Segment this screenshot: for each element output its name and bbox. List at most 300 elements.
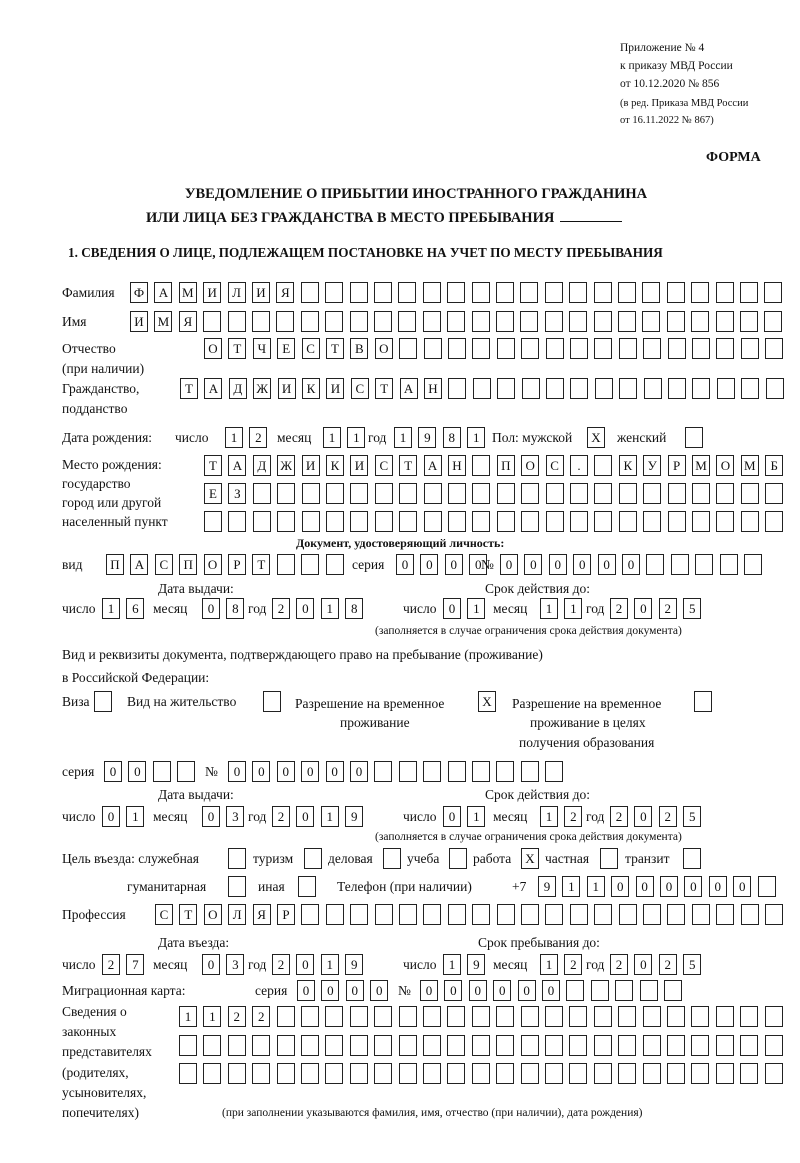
char-cell[interactable]	[741, 378, 759, 399]
stay-month-cells[interactable]	[540, 954, 589, 976]
char-cell[interactable]	[716, 1063, 734, 1084]
birth-month-cells[interactable]	[323, 427, 372, 449]
char-cell[interactable]: 1	[540, 806, 558, 827]
char-cell[interactable]: Л	[228, 282, 246, 303]
char-cell[interactable]	[594, 282, 612, 303]
char-cell[interactable]: 0	[500, 554, 518, 575]
char-cell[interactable]	[618, 1006, 636, 1027]
char-cell[interactable]: 0	[443, 598, 461, 619]
char-cell[interactable]: А	[130, 554, 148, 575]
char-cell[interactable]	[398, 311, 416, 332]
char-cell[interactable]: 0	[622, 554, 640, 575]
char-cell[interactable]	[570, 483, 588, 504]
char-cell[interactable]: И	[203, 282, 221, 303]
char-cell[interactable]	[668, 378, 686, 399]
char-cell[interactable]	[545, 904, 563, 925]
char-cell[interactable]	[228, 311, 246, 332]
char-cell[interactable]	[277, 554, 295, 575]
char-cell[interactable]: 0	[296, 598, 314, 619]
char-cell[interactable]: Т	[252, 554, 270, 575]
char-cell[interactable]	[374, 761, 392, 782]
char-cell[interactable]	[570, 338, 588, 359]
char-cell[interactable]	[424, 483, 442, 504]
id-series-cells[interactable]	[396, 554, 494, 576]
char-cell[interactable]	[350, 311, 368, 332]
char-cell[interactable]: 0	[634, 806, 652, 827]
char-cell[interactable]	[325, 1006, 343, 1027]
char-cell[interactable]: 5	[683, 806, 701, 827]
char-cell[interactable]: Б	[765, 455, 783, 476]
residence-issue-month-cells[interactable]	[202, 806, 251, 828]
char-cell[interactable]	[448, 338, 466, 359]
char-cell[interactable]	[668, 483, 686, 504]
char-cell[interactable]	[692, 904, 710, 925]
char-cell[interactable]	[179, 1035, 197, 1056]
char-cell[interactable]	[594, 904, 612, 925]
char-cell[interactable]: 1	[443, 954, 461, 975]
char-cell[interactable]	[276, 311, 294, 332]
char-cell[interactable]	[643, 904, 661, 925]
sex-female-checkbox[interactable]	[685, 427, 709, 449]
char-cell[interactable]	[423, 282, 441, 303]
char-cell[interactable]	[383, 848, 401, 869]
char-cell[interactable]: 0	[104, 761, 122, 782]
purpose-humanitarian-checkbox[interactable]	[228, 876, 252, 898]
char-cell[interactable]: 0	[469, 980, 487, 1001]
temp-permit-checkbox[interactable]	[478, 691, 502, 713]
char-cell[interactable]	[472, 761, 490, 782]
char-cell[interactable]	[423, 904, 441, 925]
char-cell[interactable]: 1	[126, 806, 144, 827]
char-cell[interactable]	[546, 378, 564, 399]
char-cell[interactable]	[594, 1063, 612, 1084]
char-cell[interactable]	[741, 511, 759, 532]
char-cell[interactable]	[423, 761, 441, 782]
char-cell[interactable]	[301, 1035, 319, 1056]
char-cell[interactable]	[569, 1063, 587, 1084]
char-cell[interactable]: С	[546, 455, 564, 476]
char-cell[interactable]: З	[228, 483, 246, 504]
char-cell[interactable]: 1	[587, 876, 605, 897]
char-cell[interactable]	[399, 1035, 417, 1056]
char-cell[interactable]: 0	[128, 761, 146, 782]
char-cell[interactable]	[472, 1035, 490, 1056]
char-cell[interactable]: X	[521, 848, 539, 869]
char-cell[interactable]	[716, 338, 734, 359]
char-cell[interactable]: 0	[493, 980, 511, 1001]
char-cell[interactable]	[570, 511, 588, 532]
char-cell[interactable]	[594, 1035, 612, 1056]
sex-male-checkbox[interactable]	[587, 427, 611, 449]
char-cell[interactable]: 0	[350, 761, 368, 782]
char-cell[interactable]	[496, 1063, 514, 1084]
char-cell[interactable]: 2	[272, 598, 290, 619]
char-cell[interactable]	[350, 1035, 368, 1056]
char-cell[interactable]	[643, 483, 661, 504]
char-cell[interactable]: 0	[611, 876, 629, 897]
char-cell[interactable]	[423, 1063, 441, 1084]
char-cell[interactable]	[423, 311, 441, 332]
char-cell[interactable]: М	[741, 455, 759, 476]
char-cell[interactable]	[741, 338, 759, 359]
char-cell[interactable]: 2	[564, 954, 582, 975]
char-cell[interactable]: Т	[204, 455, 222, 476]
char-cell[interactable]	[374, 1006, 392, 1027]
char-cell[interactable]	[301, 1006, 319, 1027]
char-cell[interactable]	[326, 483, 344, 504]
char-cell[interactable]	[692, 378, 710, 399]
char-cell[interactable]: 2	[252, 1006, 270, 1027]
purpose-work-checkbox[interactable]	[521, 848, 545, 870]
char-cell[interactable]: 0	[443, 806, 461, 827]
char-cell[interactable]: А	[228, 455, 246, 476]
char-cell[interactable]: 0	[636, 876, 654, 897]
entry-month-cells[interactable]	[202, 954, 251, 976]
char-cell[interactable]	[594, 311, 612, 332]
char-cell[interactable]	[643, 338, 661, 359]
char-cell[interactable]	[497, 378, 515, 399]
char-cell[interactable]	[350, 1063, 368, 1084]
char-cell[interactable]: К	[619, 455, 637, 476]
char-cell[interactable]	[644, 378, 662, 399]
char-cell[interactable]	[302, 511, 320, 532]
char-cell[interactable]	[716, 1006, 734, 1027]
char-cell[interactable]	[740, 1006, 758, 1027]
birth-day-cells[interactable]	[225, 427, 274, 449]
char-cell[interactable]	[600, 848, 618, 869]
char-cell[interactable]	[325, 1063, 343, 1084]
char-cell[interactable]: 5	[683, 954, 701, 975]
char-cell[interactable]	[399, 338, 417, 359]
char-cell[interactable]	[545, 282, 563, 303]
char-cell[interactable]	[667, 1035, 685, 1056]
residence-valid-year-cells[interactable]	[610, 806, 708, 828]
char-cell[interactable]	[497, 483, 515, 504]
char-cell[interactable]	[399, 1006, 417, 1027]
char-cell[interactable]	[570, 378, 588, 399]
char-cell[interactable]: 1	[321, 954, 339, 975]
char-cell[interactable]	[740, 1063, 758, 1084]
char-cell[interactable]: М	[154, 311, 172, 332]
char-cell[interactable]	[263, 691, 281, 712]
char-cell[interactable]	[448, 511, 466, 532]
char-cell[interactable]	[618, 1063, 636, 1084]
char-cell[interactable]: Р	[228, 554, 246, 575]
char-cell[interactable]	[692, 338, 710, 359]
char-cell[interactable]	[765, 1035, 783, 1056]
char-cell[interactable]	[594, 483, 612, 504]
char-cell[interactable]: 5	[683, 598, 701, 619]
char-cell[interactable]: .	[570, 455, 588, 476]
char-cell[interactable]	[664, 980, 682, 1001]
char-cell[interactable]	[569, 282, 587, 303]
char-cell[interactable]	[447, 1063, 465, 1084]
char-cell[interactable]	[594, 511, 612, 532]
char-cell[interactable]: Т	[179, 904, 197, 925]
char-cell[interactable]	[496, 1006, 514, 1027]
char-cell[interactable]	[643, 1006, 661, 1027]
char-cell[interactable]: 1	[467, 806, 485, 827]
char-cell[interactable]	[325, 311, 343, 332]
char-cell[interactable]	[374, 311, 392, 332]
char-cell[interactable]	[301, 1063, 319, 1084]
char-cell[interactable]: 0	[326, 761, 344, 782]
char-cell[interactable]: 1	[467, 598, 485, 619]
char-cell[interactable]: Я	[179, 311, 197, 332]
char-cell[interactable]	[399, 511, 417, 532]
char-cell[interactable]: И	[326, 378, 344, 399]
char-cell[interactable]	[695, 554, 713, 575]
char-cell[interactable]	[569, 311, 587, 332]
char-cell[interactable]	[350, 483, 368, 504]
char-cell[interactable]	[399, 904, 417, 925]
char-cell[interactable]	[691, 1006, 709, 1027]
char-cell[interactable]	[228, 876, 246, 897]
char-cell[interactable]: 2	[659, 954, 677, 975]
char-cell[interactable]: С	[155, 904, 173, 925]
char-cell[interactable]	[740, 311, 758, 332]
char-cell[interactable]	[350, 282, 368, 303]
char-cell[interactable]	[668, 511, 686, 532]
char-cell[interactable]: С	[302, 338, 320, 359]
char-cell[interactable]	[619, 378, 637, 399]
char-cell[interactable]	[350, 904, 368, 925]
char-cell[interactable]	[326, 904, 344, 925]
char-cell[interactable]: 0	[420, 980, 438, 1001]
char-cell[interactable]: 2	[102, 954, 120, 975]
char-cell[interactable]	[325, 1035, 343, 1056]
char-cell[interactable]: 1	[467, 427, 485, 448]
char-cell[interactable]	[667, 904, 685, 925]
char-cell[interactable]: 9	[467, 954, 485, 975]
char-cell[interactable]: 0	[634, 954, 652, 975]
char-cell[interactable]	[472, 311, 490, 332]
char-cell[interactable]: Ч	[253, 338, 271, 359]
char-cell[interactable]: 2	[228, 1006, 246, 1027]
char-cell[interactable]	[671, 554, 689, 575]
char-cell[interactable]	[642, 282, 660, 303]
char-cell[interactable]	[496, 761, 514, 782]
char-cell[interactable]: И	[350, 455, 368, 476]
char-cell[interactable]	[253, 511, 271, 532]
char-cell[interactable]	[399, 1063, 417, 1084]
char-cell[interactable]: А	[204, 378, 222, 399]
char-cell[interactable]	[277, 1035, 295, 1056]
char-cell[interactable]: С	[375, 455, 393, 476]
char-cell[interactable]	[643, 511, 661, 532]
char-cell[interactable]: И	[130, 311, 148, 332]
char-cell[interactable]	[497, 338, 515, 359]
char-cell[interactable]: 0	[549, 554, 567, 575]
char-cell[interactable]: И	[252, 282, 270, 303]
char-cell[interactable]: 0	[102, 806, 120, 827]
char-cell[interactable]: 0	[202, 806, 220, 827]
char-cell[interactable]	[448, 761, 466, 782]
purpose-study-checkbox[interactable]	[449, 848, 473, 870]
char-cell[interactable]: Т	[326, 338, 344, 359]
char-cell[interactable]	[447, 311, 465, 332]
char-cell[interactable]: А	[154, 282, 172, 303]
id-valid-day-cells[interactable]	[443, 598, 492, 620]
char-cell[interactable]: X	[478, 691, 496, 712]
char-cell[interactable]: 0	[420, 554, 438, 575]
char-cell[interactable]	[448, 904, 466, 925]
id-kind-cells[interactable]	[106, 554, 350, 576]
char-cell[interactable]	[277, 1063, 295, 1084]
char-cell[interactable]: Р	[668, 455, 686, 476]
profession-cells[interactable]	[155, 904, 789, 926]
char-cell[interactable]: Е	[204, 483, 222, 504]
char-cell[interactable]: 0	[296, 954, 314, 975]
purpose-official-checkbox[interactable]	[228, 848, 252, 870]
char-cell[interactable]: Н	[448, 455, 466, 476]
char-cell[interactable]	[716, 282, 734, 303]
char-cell[interactable]	[472, 455, 490, 476]
char-cell[interactable]	[252, 1035, 270, 1056]
char-cell[interactable]	[594, 455, 612, 476]
char-cell[interactable]: 9	[538, 876, 556, 897]
migration-number-cells[interactable]	[420, 980, 688, 1002]
char-cell[interactable]: 1	[321, 598, 339, 619]
char-cell[interactable]	[741, 904, 759, 925]
char-cell[interactable]: 1	[179, 1006, 197, 1027]
char-cell[interactable]: Я	[276, 282, 294, 303]
char-cell[interactable]	[667, 1006, 685, 1027]
char-cell[interactable]	[546, 338, 564, 359]
char-cell[interactable]	[326, 554, 344, 575]
char-cell[interactable]: Т	[375, 378, 393, 399]
char-cell[interactable]: И	[302, 455, 320, 476]
char-cell[interactable]: 0	[573, 554, 591, 575]
char-cell[interactable]	[228, 511, 246, 532]
char-cell[interactable]	[252, 311, 270, 332]
char-cell[interactable]	[153, 761, 171, 782]
char-cell[interactable]: 9	[418, 427, 436, 448]
char-cell[interactable]	[765, 1063, 783, 1084]
char-cell[interactable]: Ф	[130, 282, 148, 303]
char-cell[interactable]	[591, 980, 609, 1001]
char-cell[interactable]	[496, 282, 514, 303]
char-cell[interactable]: У	[643, 455, 661, 476]
char-cell[interactable]: 0	[445, 554, 463, 575]
char-cell[interactable]	[350, 1006, 368, 1027]
char-cell[interactable]	[764, 311, 782, 332]
char-cell[interactable]: А	[424, 455, 442, 476]
char-cell[interactable]	[447, 282, 465, 303]
char-cell[interactable]: 2	[610, 954, 628, 975]
char-cell[interactable]: 0	[202, 954, 220, 975]
char-cell[interactable]: 2	[610, 806, 628, 827]
phone-cells[interactable]	[538, 876, 782, 898]
char-cell[interactable]: П	[179, 554, 197, 575]
char-cell[interactable]: 1	[102, 598, 120, 619]
char-cell[interactable]	[177, 761, 195, 782]
char-cell[interactable]: 7	[126, 954, 144, 975]
migration-series-cells[interactable]	[297, 980, 395, 1002]
residence-issue-year-cells[interactable]	[272, 806, 370, 828]
char-cell[interactable]	[521, 904, 539, 925]
reps-cells-1[interactable]	[179, 1006, 789, 1028]
char-cell[interactable]	[545, 311, 563, 332]
char-cell[interactable]: Я	[253, 904, 271, 925]
char-cell[interactable]	[253, 483, 271, 504]
char-cell[interactable]: Т	[180, 378, 198, 399]
char-cell[interactable]: П	[106, 554, 124, 575]
char-cell[interactable]	[447, 1006, 465, 1027]
surname-cells[interactable]	[130, 282, 789, 304]
char-cell[interactable]	[326, 511, 344, 532]
char-cell[interactable]	[758, 876, 776, 897]
char-cell[interactable]	[448, 378, 466, 399]
char-cell[interactable]	[740, 282, 758, 303]
birth-year-cells[interactable]	[394, 427, 492, 449]
char-cell[interactable]: 0	[709, 876, 727, 897]
char-cell[interactable]	[472, 282, 490, 303]
char-cell[interactable]	[765, 904, 783, 925]
char-cell[interactable]	[521, 1035, 539, 1056]
char-cell[interactable]	[595, 378, 613, 399]
char-cell[interactable]	[350, 511, 368, 532]
char-cell[interactable]	[520, 311, 538, 332]
residence-valid-day-cells[interactable]	[443, 806, 492, 828]
char-cell[interactable]	[472, 511, 490, 532]
char-cell[interactable]: Н	[424, 378, 442, 399]
char-cell[interactable]: К	[302, 378, 320, 399]
purpose-other-checkbox[interactable]	[298, 876, 322, 898]
char-cell[interactable]: 1	[394, 427, 412, 448]
char-cell[interactable]	[179, 1063, 197, 1084]
char-cell[interactable]	[685, 427, 703, 448]
stay-day-cells[interactable]	[443, 954, 492, 976]
char-cell[interactable]	[325, 282, 343, 303]
char-cell[interactable]: 1	[321, 806, 339, 827]
char-cell[interactable]	[692, 483, 710, 504]
id-issue-year-cells[interactable]	[272, 598, 370, 620]
birthplace-cells-3[interactable]	[204, 511, 790, 533]
char-cell[interactable]: 0	[252, 761, 270, 782]
char-cell[interactable]: 3	[226, 954, 244, 975]
char-cell[interactable]	[203, 1035, 221, 1056]
char-cell[interactable]	[546, 511, 564, 532]
char-cell[interactable]	[521, 761, 539, 782]
char-cell[interactable]	[375, 483, 393, 504]
residence-issue-day-cells[interactable]	[102, 806, 151, 828]
char-cell[interactable]	[594, 338, 612, 359]
char-cell[interactable]	[375, 904, 393, 925]
reps-cells-2[interactable]	[179, 1035, 789, 1057]
char-cell[interactable]	[301, 904, 319, 925]
char-cell[interactable]	[619, 904, 637, 925]
char-cell[interactable]: 2	[249, 427, 267, 448]
char-cell[interactable]	[447, 1035, 465, 1056]
char-cell[interactable]	[765, 338, 783, 359]
char-cell[interactable]	[619, 483, 637, 504]
char-cell[interactable]: Р	[277, 904, 295, 925]
char-cell[interactable]	[521, 511, 539, 532]
char-cell[interactable]: 0	[469, 554, 487, 575]
char-cell[interactable]: 0	[444, 980, 462, 1001]
char-cell[interactable]	[570, 904, 588, 925]
char-cell[interactable]: И	[278, 378, 296, 399]
char-cell[interactable]	[375, 511, 393, 532]
char-cell[interactable]	[302, 483, 320, 504]
char-cell[interactable]	[496, 1035, 514, 1056]
char-cell[interactable]: 9	[345, 954, 363, 975]
residence-permit-checkbox[interactable]	[263, 691, 287, 713]
char-cell[interactable]: 1	[203, 1006, 221, 1027]
char-cell[interactable]	[521, 483, 539, 504]
char-cell[interactable]	[643, 1063, 661, 1084]
